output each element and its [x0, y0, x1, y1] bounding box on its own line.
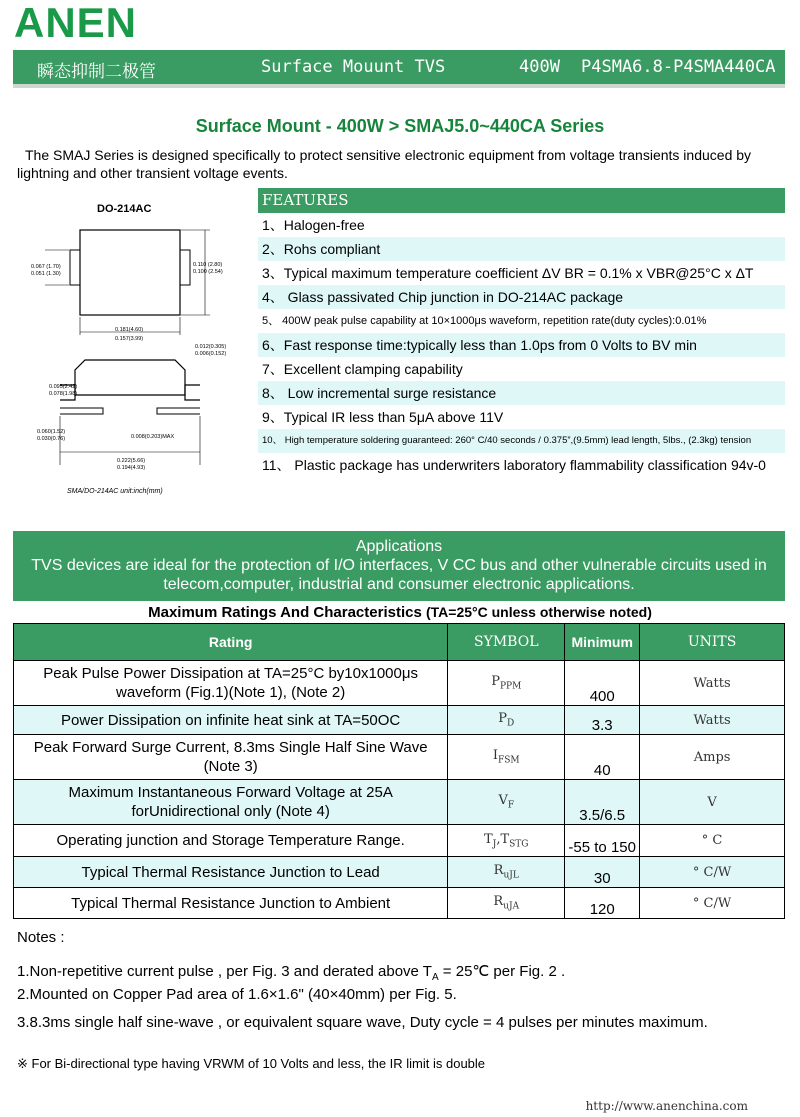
- dim-15: 0.194(4.93): [117, 465, 146, 471]
- rating-value: 40: [565, 735, 640, 780]
- dim-4: 0.100 (2.54): [193, 269, 223, 275]
- rating-description: Power Dissipation on infinite heat sink at TA=50OC: [14, 706, 448, 735]
- column-header-symbol: SYMBOL: [448, 624, 565, 661]
- footer-url: http://www.anenchina.com: [585, 1099, 748, 1113]
- rating-symbol: $R_{uJL}$: [448, 857, 565, 888]
- package-label: DO-214AC: [97, 203, 152, 215]
- rating-description: Typical Thermal Resistance Junction to Ambient: [14, 888, 448, 919]
- dim-3: 0.110 (2.80): [193, 262, 223, 268]
- rating-unit: V: [640, 780, 785, 825]
- banner-product-type: Surface Mouunt TVS: [261, 57, 446, 77]
- dim-2: 0.051 (1.30): [31, 271, 61, 277]
- dim-11: 0.060(1.52): [37, 429, 66, 435]
- rating-symbol: $I_{FSM}$: [448, 735, 565, 780]
- company-logo: ANEN: [14, 0, 138, 46]
- dim-14: 0.222(5.66): [117, 458, 146, 464]
- feature-item: 1、Halogen-free: [262, 217, 365, 233]
- rating-symbol: $V_F$: [448, 780, 565, 825]
- dim-12: 0.030(0.76): [37, 436, 66, 442]
- feature-item: 6、Fast response time:typically less than 1.0ps from 0 Volts to BV min: [258, 333, 785, 357]
- table-row: [14, 888, 785, 919]
- rating-description: Typical Thermal Resistance Junction to Lead: [14, 857, 448, 888]
- rating-value: 3.3: [565, 706, 640, 735]
- table-row: [14, 825, 785, 857]
- rating-description: Peak Forward Surge Current, 8.3ms Single Half Sine Wave (Note 3): [14, 735, 448, 780]
- rating-description: Operating junction and Storage Temperature Range.: [14, 825, 448, 857]
- rating-value: 30: [565, 857, 640, 888]
- header-banner: [13, 50, 785, 88]
- dim-1: 0.067 (1.70): [31, 264, 61, 270]
- banner-chinese-title: 瞬态抑制二极管: [37, 62, 156, 82]
- rating-symbol: $R_{uJA}$: [448, 888, 565, 919]
- ratings-table: [13, 623, 785, 919]
- table-row: [14, 857, 785, 888]
- banner-power: 400W: [519, 57, 560, 77]
- rating-unit: Amps: [640, 735, 785, 780]
- dim-10: 0.078(1.98): [49, 391, 78, 397]
- rating-value: 3.5/6.5: [565, 780, 640, 825]
- page-title: Surface Mount - 400W > SMAJ5.0~440CA Series: [195, 116, 605, 136]
- applications-line-1: TVS devices are ideal for the protection of I/O interfaces, V CC bus and other vulnerable circuits used in: [31, 557, 767, 574]
- rating-symbol: $P_{PPM}$: [448, 661, 565, 706]
- note-bidirectional: ※ For Bi-directional type having VRWM of 10 Volts and less, the IR limit is double: [17, 1056, 486, 1071]
- feature-item: 8、 Low incremental surge resistance: [258, 381, 785, 405]
- ratings-title: [0, 604, 800, 621]
- note-1: 1.Non-repetitive current pulse , per Fig. 3 and derated above $T_A$ = 25℃ per Fig. 2 .: [17, 963, 566, 983]
- rating-unit: ° C/W: [640, 857, 785, 888]
- dim-8: 0.006(0.152): [195, 351, 227, 357]
- rating-description: Maximum Instantaneous Forward Voltage at 25A forUnidirectional only (Note 4): [14, 780, 448, 825]
- feature-item: 5、 400W peak pulse capability at 10×1000μs waveform, repetition rate(duty cycles):0.01%: [262, 315, 707, 327]
- column-header-rating: Rating: [14, 624, 448, 661]
- dim-6: 0.157(3.99): [115, 336, 144, 342]
- ratings-title-text: Maximum Ratings And Characteristics: [148, 604, 422, 621]
- rating-value: 120: [565, 888, 640, 919]
- rating-unit: Watts: [640, 706, 785, 735]
- column-header-units: UNITS: [640, 624, 785, 661]
- ratings-subtitle: (TA=25°C unless otherwise noted): [425, 604, 652, 620]
- feature-item: 7、Excellent clamping capability: [262, 361, 463, 377]
- table-row: [14, 706, 785, 735]
- dim-5: 0.181(4.60): [115, 327, 144, 333]
- intro-paragraph: The SMAJ Series is designed specifically to protect sensitive electronic equipment from voltage transients induced by lightning and other transient voltage events.: [17, 147, 752, 181]
- rating-value: 400: [565, 661, 640, 706]
- rating-symbol: $P_D$: [448, 706, 565, 735]
- notes-heading: Notes :: [17, 929, 65, 946]
- applications-line-2: telecom,computer, industrial and consumer electronic applications.: [163, 576, 635, 593]
- table-row: [14, 661, 785, 706]
- rating-symbol: $T_J,T_{STG}$: [448, 825, 565, 857]
- feature-item: 4、 Glass passivated Chip junction in DO-214AC package: [258, 285, 785, 309]
- feature-item: 10、 High temperature soldering guaranteed: 260° C/40 seconds / 0.375”,(9.5mm) lead length, 5lbs., (2.3kg) tension: [258, 429, 785, 453]
- rating-unit: ° C/W: [640, 888, 785, 919]
- feature-item: 9、Typical IR less than 5μA above 11V: [262, 409, 504, 425]
- drawing-caption: SMA/DO-214AC unit:inch(mm): [67, 488, 163, 495]
- dim-13: 0.008(0.203)MAX: [131, 434, 175, 440]
- package-outline-diagram: [15, 190, 245, 500]
- feature-item: 3、Typical maximum temperature coefficient ΔV BR = 0.1% x VBR@25°C x ΔT: [262, 265, 754, 281]
- column-header-minimum: Minimum: [565, 624, 640, 661]
- dim-9: 0.095(2.42): [49, 384, 78, 390]
- rating-unit: Watts: [640, 661, 785, 706]
- rating-value: -55 to 150: [565, 825, 640, 857]
- note-2: 2.Mounted on Copper Pad area of 1.6×1.6" (40×40mm) per Fig. 5.: [17, 986, 457, 1003]
- package-drawing: [15, 190, 245, 500]
- table-header-row: [14, 624, 785, 661]
- banner-part-range: P4SMA6.8-P4SMA440CA: [581, 57, 776, 77]
- note-3: 3.8.3ms single half sine-wave , or equivalent square wave, Duty cycle = 4 pulses per minutes maximum.: [17, 1014, 708, 1031]
- applications-panel: [13, 531, 785, 601]
- rating-unit: ° C: [640, 825, 785, 857]
- feature-item: 2、Rohs compliant: [258, 237, 785, 261]
- dim-7: 0.012(0.305): [195, 344, 227, 350]
- table-row: [14, 780, 785, 825]
- rating-description: Peak Pulse Power Dissipation at TA=25°C by10x1000μs waveform (Fig.1)(Note 1), (Note 2): [14, 661, 448, 706]
- feature-item: 11、 Plastic package has underwriters laboratory flammability classification 94v-0: [262, 457, 766, 473]
- features-heading: FEATURES: [258, 188, 785, 213]
- table-row: [14, 735, 785, 780]
- applications-heading: Applications: [355, 538, 443, 555]
